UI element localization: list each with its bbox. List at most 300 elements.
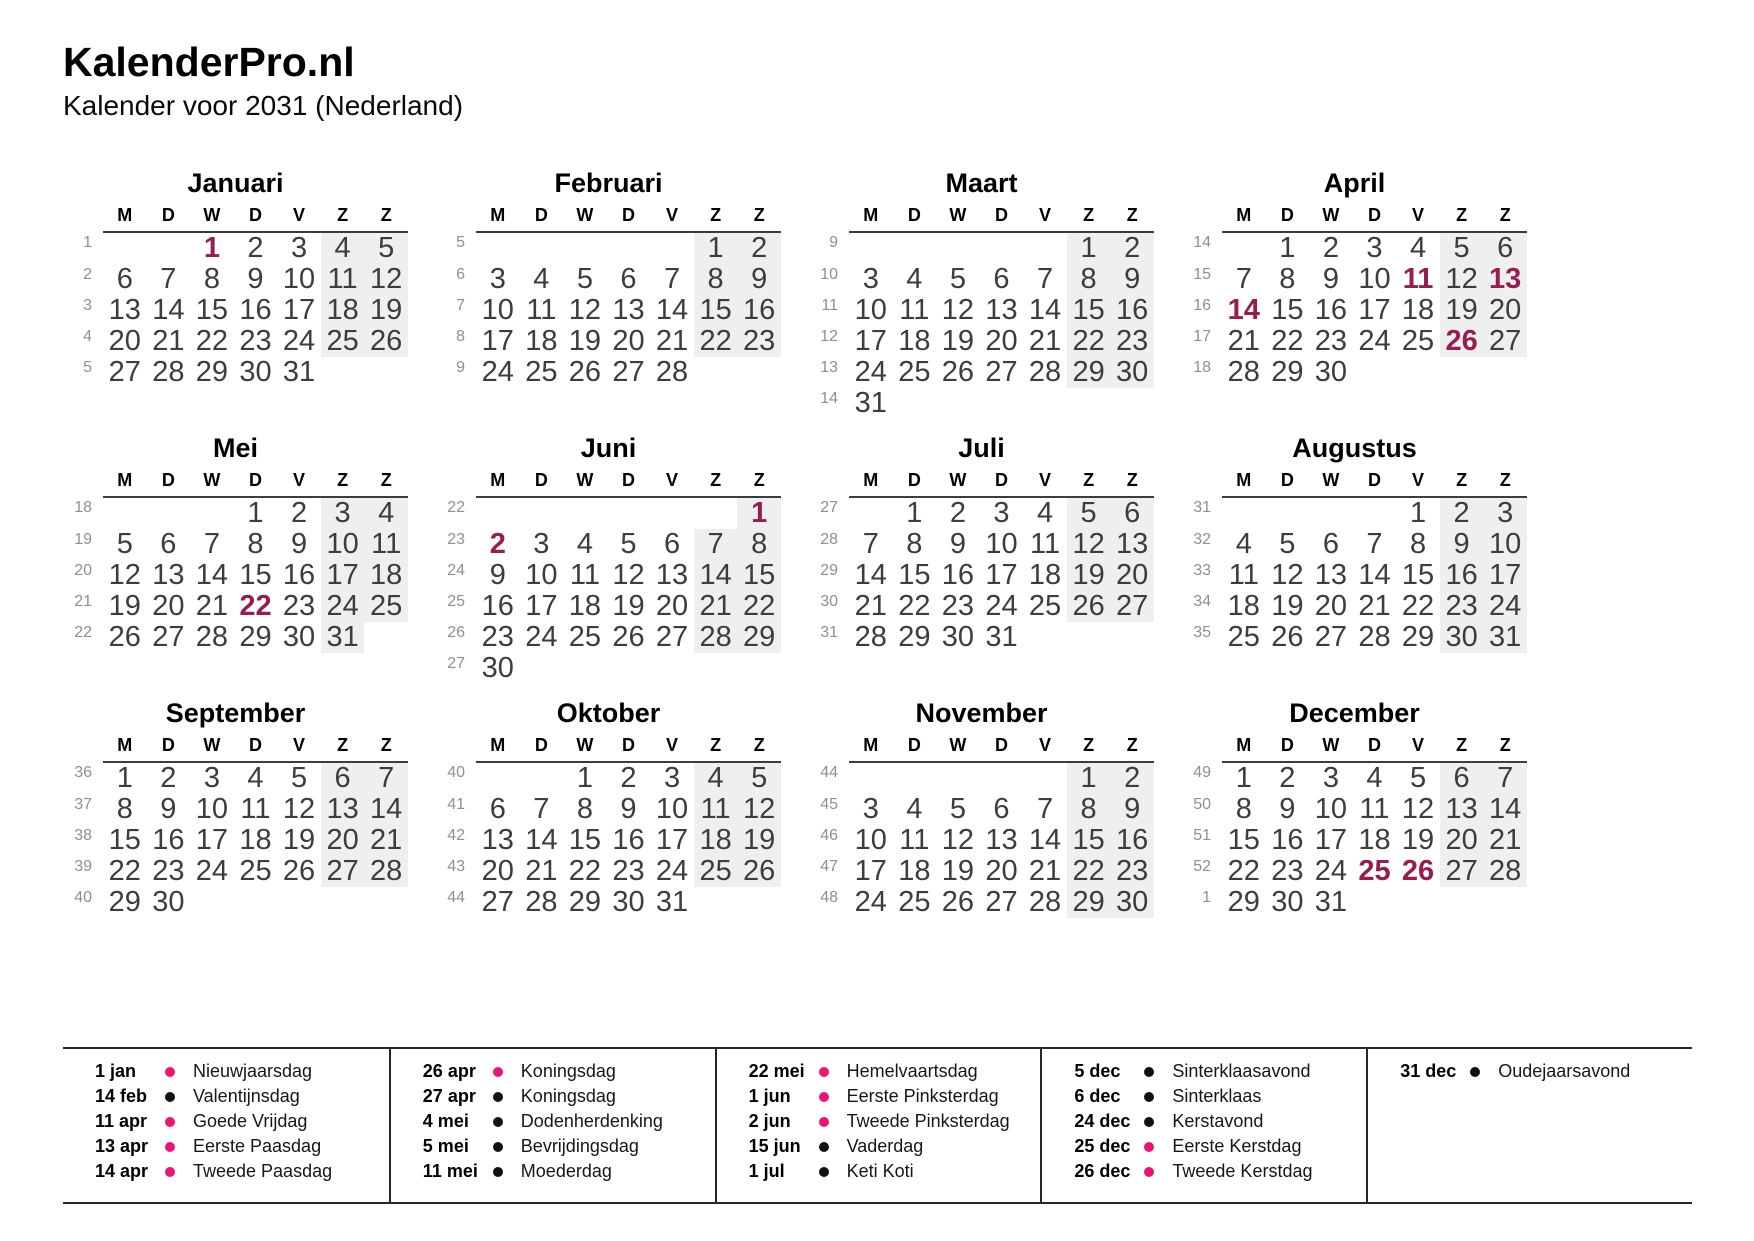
month-title: September: [165, 698, 306, 728]
week-header-cell: [63, 735, 103, 762]
week-number: 40: [74, 889, 92, 907]
day-cell: 29: [737, 622, 781, 653]
day-cell: 18: [1028, 559, 1062, 592]
day-header-cell: M: [849, 470, 893, 497]
day-cell: 4: [321, 232, 365, 264]
day-header-cell: M: [1222, 470, 1266, 497]
day-cell: 1: [1409, 497, 1427, 530]
legend-entry: [95, 1159, 389, 1184]
day-header-row: [809, 205, 1154, 232]
day-cell: 1: [203, 232, 220, 265]
week-number: 49: [1193, 764, 1211, 782]
day-cell: 19: [1067, 560, 1111, 591]
day-cell: 19: [1440, 295, 1484, 326]
holiday-bullet-icon: [493, 1117, 521, 1127]
day-cell: 31: [985, 621, 1018, 654]
empty-cell: [1067, 388, 1111, 419]
legend-holiday-name: Tweede Paasdag: [193, 1161, 333, 1181]
empty-cell: [1483, 357, 1527, 388]
day-cell: 11: [321, 264, 365, 295]
day-cell: 3: [862, 263, 879, 296]
day-cell: 25: [898, 886, 931, 919]
week-row: [63, 497, 408, 529]
day-cell: 4: [906, 263, 923, 296]
empty-cell: [936, 762, 980, 794]
week-number: 36: [74, 764, 92, 782]
week-row: [436, 357, 781, 388]
day-cell: 20: [152, 590, 185, 623]
month-oktober: [436, 698, 781, 963]
day-header-cell: W: [936, 205, 980, 232]
day-cell: 8: [694, 264, 738, 295]
month-februari: [436, 168, 781, 433]
week-number: 41: [447, 796, 465, 814]
day-cell: 4: [1366, 762, 1383, 795]
day-cell: 2: [620, 762, 637, 795]
day-cell: 31: [1483, 622, 1527, 653]
legend-entry: [423, 1159, 715, 1184]
day-header-row: [436, 735, 781, 762]
bullet-dot: [493, 1092, 503, 1102]
day-cell: 2: [737, 232, 781, 264]
day-cell: 18: [321, 295, 365, 326]
week-number: 38: [74, 827, 92, 845]
day-cell: 27: [985, 356, 1018, 389]
day-cell: 25: [1227, 621, 1260, 654]
day-cell: 10: [1314, 793, 1348, 826]
empty-cell: [520, 762, 564, 794]
day-cell: 4: [1235, 528, 1252, 561]
week-number: 25: [447, 593, 465, 611]
week-row: [1182, 591, 1527, 622]
month-calendar: [1182, 470, 1527, 653]
day-cell: 23: [282, 590, 316, 623]
bullet-dot: [165, 1142, 175, 1152]
week-number: 27: [447, 655, 465, 673]
day-cell: 8: [203, 263, 220, 296]
month-november: [809, 698, 1154, 963]
legend-date: 5 dec: [1074, 1061, 1121, 1081]
day-header-cell: M: [103, 735, 147, 762]
day-cell: 28: [195, 621, 229, 654]
empty-cell: [1023, 622, 1067, 653]
week-row: [1182, 326, 1527, 357]
day-cell: 5: [1279, 528, 1296, 561]
empty-cell: [694, 357, 738, 388]
day-header-cell: W: [563, 205, 607, 232]
week-number: 6: [456, 266, 465, 284]
week-number: 26: [447, 624, 465, 642]
week-number: 48: [820, 889, 838, 907]
legend-holiday-name: Sinterklaas: [1172, 1086, 1262, 1106]
day-cell: 2: [1110, 762, 1154, 794]
week-row: [63, 794, 408, 825]
legend-holiday-name: Koningsdag: [520, 1061, 616, 1081]
day-cell: 21: [152, 325, 185, 358]
day-cell: 10: [195, 793, 229, 826]
day-header-cell: V: [277, 735, 321, 762]
bullet-dot: [819, 1117, 829, 1127]
week-row: [436, 232, 781, 264]
day-cell: 20: [1314, 590, 1348, 623]
day-cell: 19: [568, 325, 602, 358]
empty-cell: [1440, 887, 1484, 918]
week-number: 40: [447, 764, 465, 782]
month-title: Maart: [945, 168, 1018, 198]
day-cell: 20: [321, 825, 365, 856]
day-cell: 30: [612, 886, 645, 919]
empty-cell: [936, 388, 980, 419]
empty-cell: [147, 497, 191, 529]
month-calendar: [436, 735, 781, 918]
day-cell: 21: [854, 590, 887, 623]
day-cell: 22: [108, 855, 141, 888]
empty-cell: [520, 497, 564, 529]
day-cell: 18: [898, 325, 931, 358]
day-cell: 26: [282, 855, 316, 888]
day-header-cell: Z: [1110, 205, 1154, 232]
day-cell: 3: [203, 762, 220, 795]
day-cell: 26: [568, 356, 602, 389]
week-row: [63, 529, 408, 560]
day-header-cell: M: [1222, 205, 1266, 232]
week-row: [809, 357, 1154, 388]
empty-cell: [980, 762, 1024, 794]
legend-entry: [95, 1084, 389, 1109]
empty-cell: [190, 887, 234, 918]
legend-date: 24 dec: [1074, 1111, 1131, 1131]
week-number: 28: [820, 531, 838, 549]
week-number: 1: [1202, 889, 1211, 907]
month-juni: [436, 433, 781, 698]
month-december: [1182, 698, 1527, 963]
day-header-cell: Z: [1067, 735, 1111, 762]
week-row: [1182, 622, 1527, 653]
holiday-bullet-icon: [493, 1142, 521, 1152]
week-number: 2: [83, 266, 92, 284]
legend-entry: [1400, 1059, 1692, 1084]
month-juli: [809, 433, 1154, 698]
day-cell: 2: [1110, 232, 1154, 264]
day-cell: 21: [525, 855, 558, 888]
week-number: 8: [456, 328, 465, 346]
day-cell: 11: [240, 793, 271, 826]
day-cell: 27: [985, 886, 1018, 919]
empty-cell: [1023, 388, 1067, 419]
week-number: 31: [820, 624, 838, 642]
week-row: [63, 825, 408, 856]
empty-cell: [476, 762, 520, 794]
day-cell: 14: [854, 559, 887, 592]
day-header-cell: W: [190, 735, 234, 762]
day-cell: 16: [152, 824, 185, 857]
week-number: 22: [74, 624, 92, 642]
week-row: [809, 762, 1154, 794]
bullet-dot: [819, 1092, 829, 1102]
day-cell: 25: [239, 855, 272, 888]
day-header-cell: Z: [1067, 470, 1111, 497]
day-cell: 14: [1483, 794, 1527, 825]
day-cell: 30: [282, 621, 316, 654]
day-header-cell: M: [103, 205, 147, 232]
week-number: 52: [1193, 858, 1211, 876]
empty-cell: [1266, 497, 1310, 529]
day-cell: 23: [1440, 591, 1484, 622]
legend-entry: [423, 1134, 715, 1159]
day-header-cell: D: [893, 470, 937, 497]
day-header-cell: V: [1023, 735, 1067, 762]
day-cell: 14: [152, 294, 185, 327]
day-cell: 30: [152, 886, 185, 919]
official-holiday-bullet-icon: [165, 1142, 193, 1152]
day-cell: 10: [985, 528, 1018, 561]
week-number: 27: [820, 499, 838, 517]
week-header-cell: [1182, 470, 1222, 497]
day-cell: 3: [1322, 762, 1339, 795]
day-cell: 18: [364, 560, 408, 591]
day-cell: 10: [321, 529, 365, 560]
day-cell: 27: [655, 621, 689, 654]
day-cell: 14: [364, 794, 408, 825]
day-cell: 21: [694, 591, 738, 622]
week-row: [436, 887, 781, 918]
week-number: 13: [820, 359, 838, 377]
holiday-bullet-icon: [1144, 1067, 1172, 1077]
day-header-cell: W: [190, 205, 234, 232]
day-cell: 14: [195, 559, 229, 592]
day-cell: 22: [898, 590, 931, 623]
day-cell: 30: [941, 621, 975, 654]
day-cell: 24: [195, 855, 229, 888]
empty-cell: [893, 762, 937, 794]
day-cell: 5: [116, 528, 133, 561]
week-number: 3: [83, 297, 92, 315]
day-cell: 17: [655, 824, 689, 857]
day-cell: 27: [108, 356, 141, 389]
day-cell: 6: [1483, 232, 1527, 264]
day-cell: 7: [1483, 762, 1527, 794]
week-number: 31: [1193, 499, 1211, 517]
day-cell: 9: [620, 793, 637, 826]
day-cell: 3: [1483, 497, 1527, 529]
empty-cell: [694, 497, 738, 529]
week-row: [436, 794, 781, 825]
week-row: [436, 622, 781, 653]
day-cell: 7: [663, 263, 681, 296]
day-header-row: [1182, 735, 1527, 762]
day-cell: 29: [568, 886, 602, 919]
month-calendar: [436, 205, 781, 388]
bullet-dot: [493, 1142, 503, 1152]
day-cell: 13: [1110, 529, 1154, 560]
day-cell: 20: [1440, 825, 1484, 856]
day-header-row: [436, 470, 781, 497]
week-number: 46: [820, 827, 838, 845]
day-cell: 12: [364, 264, 408, 295]
day-header-cell: M: [849, 735, 893, 762]
week-row: [436, 762, 781, 794]
week-row: [1182, 762, 1527, 794]
week-row: [63, 762, 408, 794]
legend-holiday-name: Tweede Pinksterdag: [846, 1111, 1010, 1131]
day-cell: 9: [1322, 263, 1339, 296]
week-number: 4: [83, 328, 92, 346]
empty-cell: [1023, 232, 1067, 264]
day-header-cell: D: [520, 735, 564, 762]
day-header-cell: W: [563, 735, 607, 762]
day-cell: 15: [737, 560, 781, 591]
day-cell: 14: [525, 824, 558, 857]
week-number: 9: [456, 359, 465, 377]
day-header-row: [436, 205, 781, 232]
day-header-cell: Z: [694, 205, 738, 232]
day-cell: 26: [737, 856, 781, 887]
bullet-dot: [1144, 1092, 1154, 1102]
day-cell: 30: [1314, 356, 1348, 389]
page-header: [63, 40, 463, 122]
week-row: [809, 887, 1154, 918]
week-number: 14: [820, 390, 838, 408]
day-cell: 23: [737, 326, 781, 357]
day-header-cell: Z: [1110, 470, 1154, 497]
day-cell: 3: [321, 497, 365, 529]
legend-date: 1 jul: [748, 1161, 785, 1181]
day-header-cell: D: [1353, 735, 1397, 762]
day-cell: 6: [993, 793, 1010, 826]
day-header-cell: D: [1353, 470, 1397, 497]
holiday-bullet-icon: [493, 1092, 521, 1102]
day-cell: 5: [1067, 497, 1111, 529]
day-cell: 25: [1401, 325, 1435, 358]
day-header-cell: D: [1266, 470, 1310, 497]
day-cell: 10: [1483, 529, 1527, 560]
day-cell: 15: [1227, 824, 1260, 857]
legend-column: [715, 1049, 1041, 1202]
week-header-cell: [809, 735, 849, 762]
holiday-legend: [63, 1047, 1692, 1204]
day-cell: 24: [525, 621, 558, 654]
day-cell: 15: [239, 559, 272, 592]
week-number: 22: [447, 499, 465, 517]
week-row: [436, 497, 781, 529]
day-header-cell: W: [936, 735, 980, 762]
day-cell: 18: [525, 325, 558, 358]
empty-cell: [1067, 622, 1111, 653]
week-number: 33: [1193, 562, 1211, 580]
day-cell: 15: [1271, 294, 1304, 327]
day-cell: 9: [1440, 529, 1484, 560]
official-holiday-bullet-icon: [165, 1167, 193, 1177]
week-number: 43: [447, 858, 465, 876]
week-number: 12: [820, 328, 838, 346]
day-cell: 14: [1028, 294, 1062, 327]
day-cell: 4: [906, 793, 923, 826]
week-row: [63, 232, 408, 264]
legend-holiday-name: Keti Koti: [846, 1161, 914, 1181]
day-cell: 26: [941, 886, 975, 919]
day-cell: 11: [1029, 528, 1061, 561]
legend-holiday-name: Eerste Kerstdag: [1172, 1136, 1302, 1156]
day-cell: 13: [481, 824, 514, 857]
day-cell: 3: [290, 232, 308, 265]
week-row: [436, 856, 781, 887]
day-cell: 30: [481, 652, 514, 685]
day-cell: 2: [160, 762, 177, 795]
month-title: Juni: [580, 433, 637, 463]
day-cell: 6: [489, 793, 506, 826]
day-cell: 27: [321, 856, 365, 887]
day-cell: 17: [1358, 294, 1391, 327]
day-cell: 7: [1235, 263, 1252, 296]
day-cell: 27: [612, 356, 645, 389]
day-cell: 18: [1358, 824, 1391, 857]
empty-cell: [1353, 357, 1397, 388]
legend-holiday-name: Sinterklaasavond: [1172, 1061, 1311, 1081]
day-cell: 9: [949, 528, 966, 561]
week-number: 32: [1193, 531, 1211, 549]
legend-entry: [1074, 1059, 1366, 1084]
day-cell: 17: [525, 590, 558, 623]
legend-entry: [423, 1109, 715, 1134]
week-number: 1: [83, 234, 92, 252]
day-cell: 31: [1314, 886, 1348, 919]
day-cell: 12: [1440, 264, 1484, 295]
day-cell: 14: [1028, 824, 1062, 857]
week-number: 14: [1193, 234, 1211, 252]
day-cell: 15: [1067, 295, 1111, 326]
day-cell: 29: [1401, 621, 1435, 654]
week-row: [1182, 264, 1527, 295]
empty-cell: [849, 762, 893, 794]
empty-cell: [1353, 887, 1397, 918]
week-row: [809, 560, 1154, 591]
legend-date: 26 dec: [1074, 1161, 1131, 1181]
day-cell: 3: [1366, 232, 1383, 265]
day-header-cell: Z: [1110, 735, 1154, 762]
legend-holiday-name: Vaderdag: [846, 1136, 924, 1156]
day-cell: 8: [576, 793, 593, 826]
day-cell: 22: [568, 855, 602, 888]
day-cell: 12: [282, 793, 316, 826]
empty-cell: [980, 388, 1024, 419]
day-cell: 19: [612, 590, 645, 623]
week-row: [436, 825, 781, 856]
day-header-cell: V: [1396, 205, 1440, 232]
week-row: [436, 295, 781, 326]
empty-cell: [563, 232, 607, 264]
day-cell: 20: [985, 855, 1018, 888]
empty-cell: [520, 232, 564, 264]
bullet-dot: [493, 1067, 503, 1077]
week-row: [1182, 887, 1527, 918]
legend-entry: [95, 1134, 389, 1159]
day-header-cell: D: [147, 735, 191, 762]
day-cell: 1: [906, 497, 923, 530]
day-cell: 12: [1271, 559, 1304, 592]
day-cell: 21: [1227, 325, 1260, 358]
day-cell: 13: [1314, 559, 1348, 592]
week-number: 5: [456, 234, 465, 252]
day-cell: 22: [1227, 855, 1260, 888]
day-header-cell: Z: [1440, 205, 1484, 232]
day-cell: 16: [1440, 560, 1484, 591]
day-cell: 9: [290, 528, 308, 561]
day-cell: 20: [985, 325, 1018, 358]
day-cell: 17: [321, 560, 365, 591]
day-cell: 6: [1322, 528, 1339, 561]
day-header-cell: D: [980, 470, 1024, 497]
day-header-cell: D: [1266, 205, 1310, 232]
